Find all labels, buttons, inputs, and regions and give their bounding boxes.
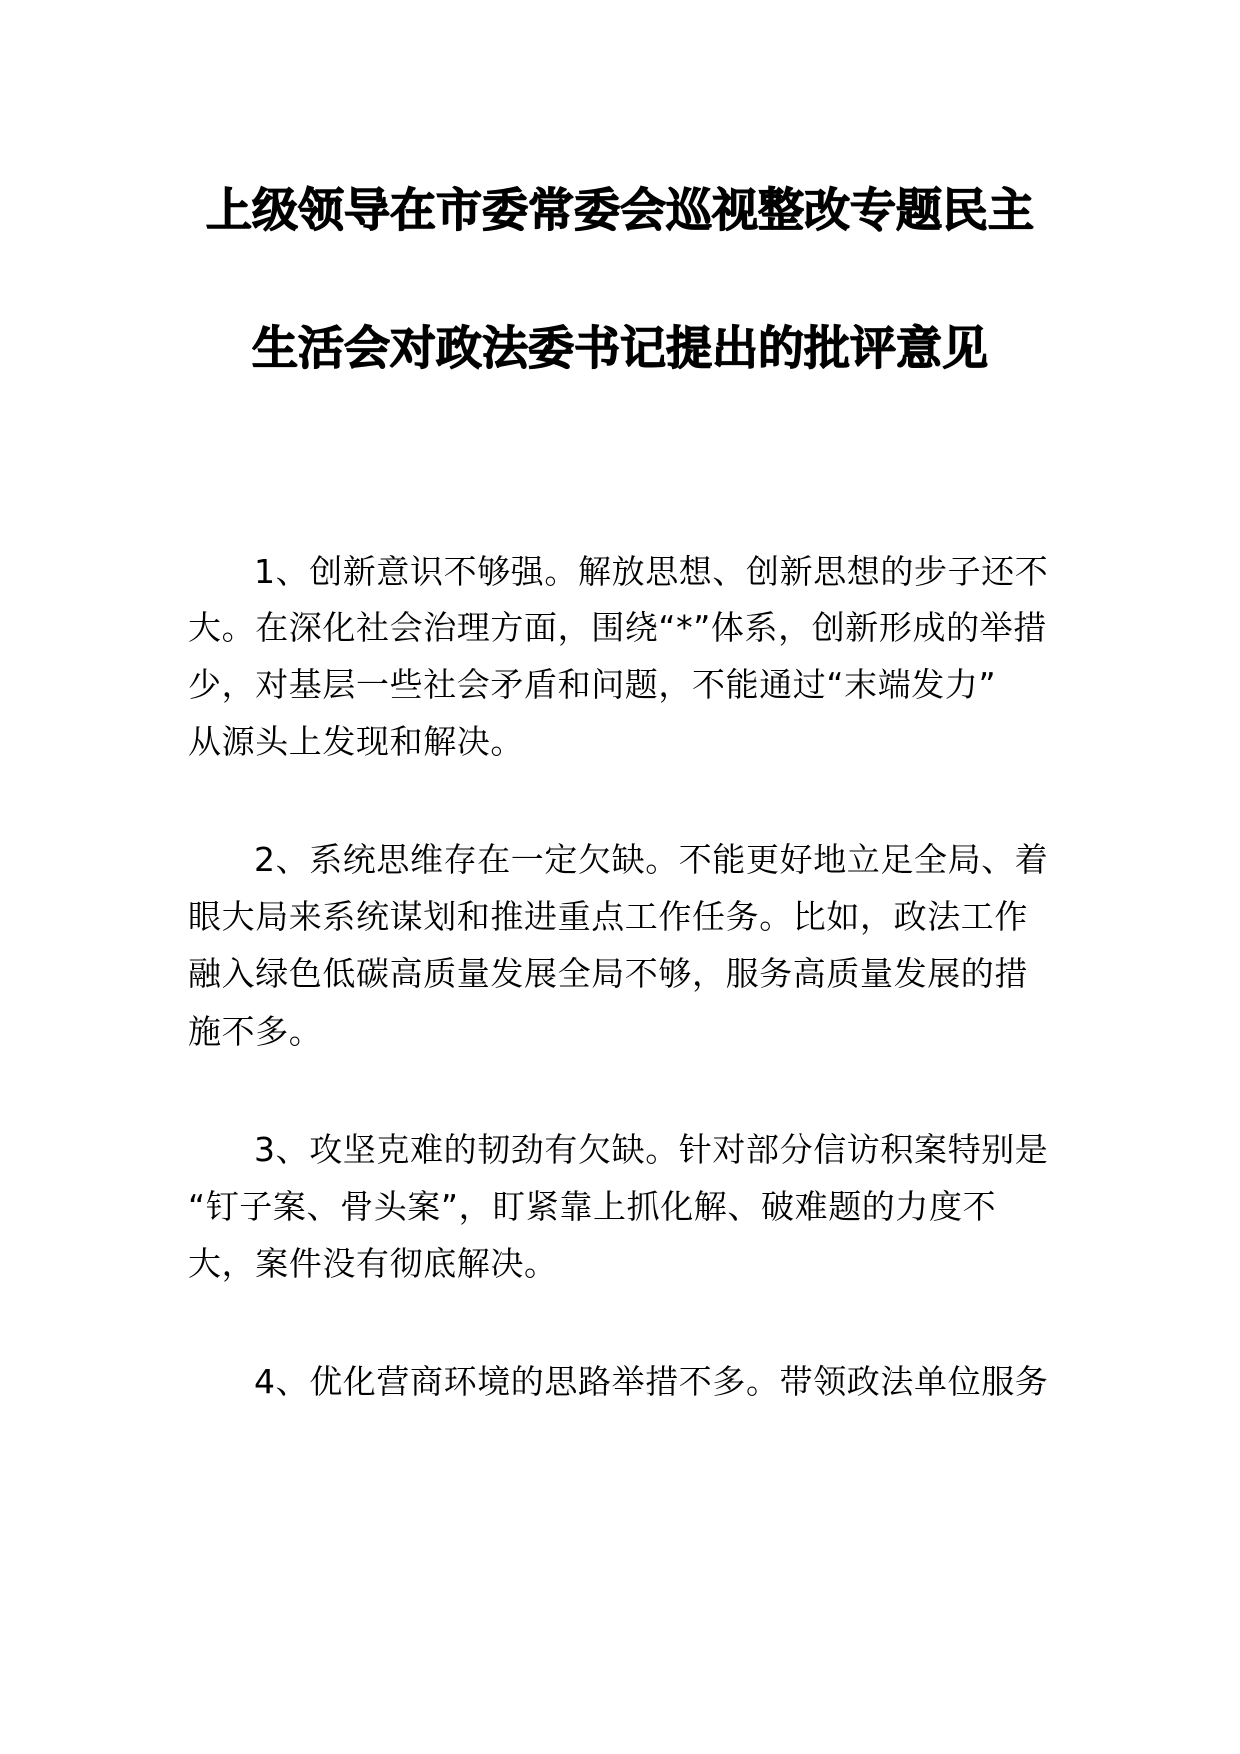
document-title-line-2: 生活会对政法委书记提出的批评意见 <box>252 321 988 375</box>
paragraph-line: “钉子案、骨头案”，盯紧靠上抓化解、破难题的力度不 <box>188 1187 997 1226</box>
paragraph-line: 大，案件没有彻底解决。 <box>188 1244 558 1283</box>
paragraph-line: 大。在深化社会治理方面，围绕“*”体系，创新形成的举措 <box>188 608 1047 647</box>
paragraph-line: 1、创新意识不够强。解放思想、创新思想的步子还不 <box>254 552 1049 591</box>
paragraph-line: 施不多。 <box>188 1012 323 1051</box>
paragraph-line: 3、攻坚克难的韧劲有欠缺。针对部分信访积案特别是 <box>254 1130 1049 1169</box>
paragraph-line: 从源头上发现和解决。 <box>188 722 524 761</box>
paragraph-line: 少，对基层一些社会矛盾和问题，不能通过“末端发力” <box>188 665 997 704</box>
paragraph-line: 4、优化营商环境的思路举措不多。带领政法单位服务 <box>254 1362 1049 1401</box>
document-title-line-1: 上级领导在市委常委会巡视整改专题民主 <box>206 183 1034 237</box>
paragraph-line: 眼大局来系统谋划和推进重点工作任务。比如，政法工作 <box>188 897 1028 936</box>
paragraph-line: 融入绿色低碳高质量发展全局不够，服务高质量发展的措 <box>188 954 1028 993</box>
paragraph-line: 2、系统思维存在一定欠缺。不能更好地立足全局、着 <box>254 840 1049 879</box>
